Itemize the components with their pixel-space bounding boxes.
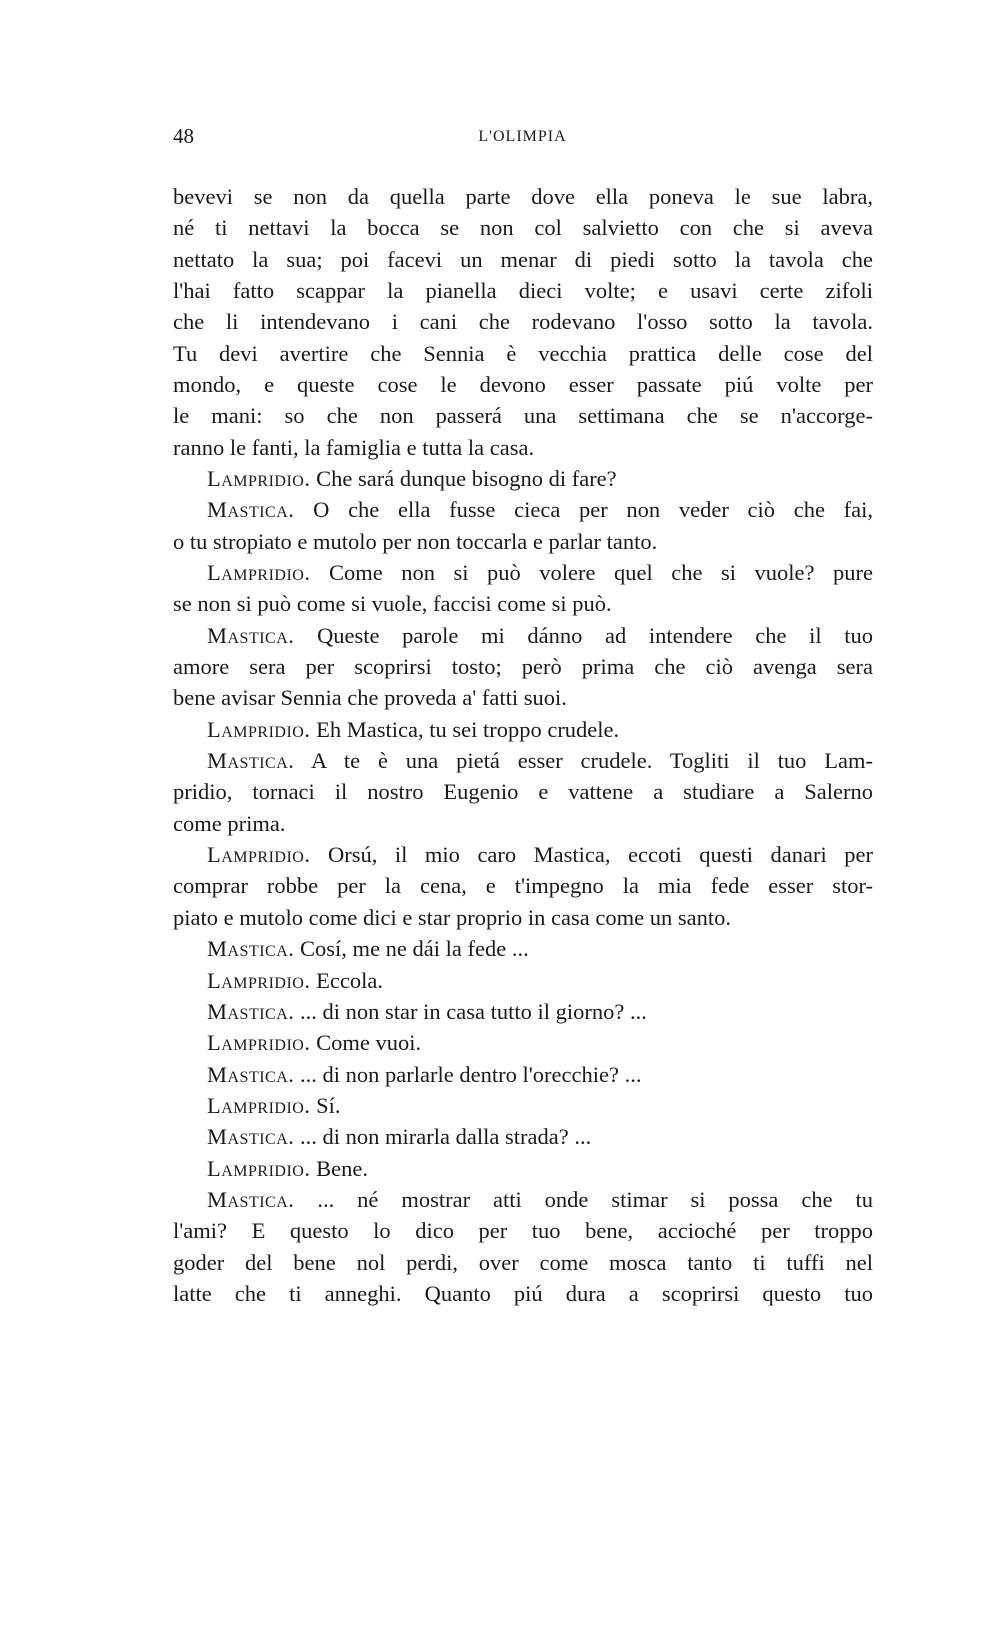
line-content — [207, 840, 873, 870]
speaker-name: Lampridio. — [207, 1092, 311, 1118]
speaker-name: Lampridio. — [207, 716, 311, 742]
line-text: ... di non star in casa tutto il giorno? ... — [300, 998, 647, 1024]
speaker-name: Mastica. — [207, 1124, 295, 1150]
line-content — [173, 683, 873, 713]
line-content — [173, 276, 873, 306]
line-text: A te è una pietá esser crudele. Togliti il tuo Lam- — [311, 748, 873, 774]
line-text: Bene. — [316, 1155, 368, 1181]
line-text: bene avisar Sennia che proveda a' fatti suoi. — [173, 685, 567, 711]
speaker-name: Lampridio. — [207, 1030, 311, 1056]
line-content — [173, 182, 873, 212]
line-text: pridio, tornaci il nostro Eugenio e vattene a studiare a Salerno — [173, 779, 873, 805]
dialogue-line — [173, 1185, 873, 1215]
line-content — [173, 652, 873, 682]
text-line — [173, 777, 873, 807]
line-text: Come vuoi. — [316, 1030, 422, 1056]
line-content — [207, 1185, 873, 1215]
dialogue-line — [173, 997, 873, 1027]
line-content — [207, 558, 873, 588]
dialogue-line — [173, 1091, 873, 1121]
line-content — [173, 433, 873, 463]
text-line — [173, 213, 873, 243]
page-number: 48 — [173, 124, 194, 148]
text-line — [173, 809, 873, 839]
line-text: Cosí, me ne dái la fede ... — [300, 936, 529, 962]
line-text: come prima. — [173, 810, 286, 836]
dialogue-line — [173, 1122, 873, 1152]
line-text: nettato la sua; poi facevi un menar di piedi sotto la tavola che — [173, 246, 873, 272]
dialogue-line — [173, 1028, 873, 1058]
speaker-name: Mastica. — [207, 622, 295, 648]
speaker-name: Lampridio. — [207, 1155, 311, 1181]
dialogue-line — [173, 746, 873, 776]
line-text: bevevi se non da quella parte dove ella poneva le sue labra, — [173, 184, 873, 209]
line-content — [207, 1028, 873, 1058]
line-content — [173, 370, 873, 400]
line-text: l'ami? E questo lo dico per tuo bene, accioché per troppo — [173, 1218, 873, 1244]
line-content — [207, 1122, 873, 1152]
line-content — [173, 589, 873, 619]
line-content — [207, 1091, 873, 1121]
dialogue-line — [173, 966, 873, 996]
speaker-name: Lampridio. — [207, 466, 311, 492]
line-text: Queste parole mi dánno ad intendere che il tuo — [317, 622, 873, 648]
line-text: ... di non mirarla dalla strada? ... — [300, 1124, 592, 1150]
line-text: ranno le fanti, la famiglia e tutta la casa. — [173, 434, 535, 460]
line-content — [173, 903, 873, 933]
text-line — [173, 401, 873, 431]
dialogue-line — [173, 558, 873, 588]
speaker-name: Mastica. — [207, 998, 295, 1024]
line-text: Orsú, il mio caro Mastica, eccoti questi danari per — [328, 842, 873, 868]
line-text: Sí. — [316, 1092, 341, 1118]
text-line — [173, 433, 873, 463]
dialogue-line — [173, 464, 873, 494]
speaker-name: Mastica. — [207, 936, 295, 962]
line-text: se non si può come si vuole, faccisi come si può. — [173, 591, 612, 617]
line-text: O che ella fusse cieca per non veder ciò che fai, — [313, 497, 873, 523]
speaker-name: Mastica. — [207, 748, 295, 774]
line-content — [207, 1060, 873, 1090]
line-content — [207, 495, 873, 525]
speaker-name: Mastica. — [207, 1061, 295, 1087]
text-line — [173, 527, 873, 557]
line-text: Che sará dunque bisogno di fare? — [316, 466, 617, 492]
text-line — [173, 276, 873, 306]
line-text: goder del bene nol perdi, over come mosca tanto ti tuffi nel — [173, 1249, 873, 1275]
text-line — [173, 871, 873, 901]
line-content — [173, 871, 873, 901]
text-line — [173, 589, 873, 619]
line-text: che li intendevano i cani che rodevano l'osso sotto la tavola. — [173, 309, 873, 335]
line-text: Eh Mastica, tu sei troppo crudele. — [316, 716, 620, 742]
dialogue-line — [173, 1060, 873, 1090]
speaker-name: Lampridio. — [207, 842, 311, 868]
text-line — [173, 1248, 873, 1278]
speaker-name: Mastica. — [207, 497, 295, 523]
line-text: piato e mutolo come dici e star proprio in casa come un santo. — [173, 904, 731, 930]
line-text: latte che ti anneghi. Quanto piú dura a scoprirsi questo tuo — [173, 1280, 873, 1306]
line-content — [173, 809, 873, 839]
line-content — [207, 966, 873, 996]
dialogue-line — [173, 840, 873, 870]
line-text: amore sera per scoprirsi tosto; però prima che ciò avenga sera — [173, 654, 873, 680]
line-text: Come non si può volere quel che si vuole? pure — [329, 560, 873, 586]
line-text: ... né mostrar atti onde stimar si possa che tu — [317, 1186, 874, 1212]
line-content — [207, 997, 873, 1027]
line-text: le mani: so che non passerá una settimana che se n'accorge- — [173, 403, 873, 429]
line-content — [173, 245, 873, 275]
dialogue-line — [173, 621, 873, 651]
line-content — [173, 401, 873, 431]
dialogue-line — [173, 934, 873, 964]
line-content — [173, 213, 873, 243]
text-line — [173, 307, 873, 337]
line-content — [173, 339, 873, 369]
line-text: Eccola. — [316, 967, 383, 993]
text-line — [173, 1216, 873, 1246]
dialogue-line — [173, 1154, 873, 1184]
line-text: mondo, e queste cose le devono esser passate piú volte per — [173, 372, 873, 398]
speaker-name: Mastica. — [207, 1186, 295, 1212]
line-content — [207, 621, 873, 651]
text-line — [173, 652, 873, 682]
dialogue-line — [173, 495, 873, 525]
line-content — [173, 1279, 873, 1309]
line-text: Tu devi avertire che Sennia è vecchia prattica delle cose del — [173, 340, 873, 366]
dialogue-line — [173, 715, 873, 745]
text-line — [173, 1279, 873, 1309]
line-content — [207, 464, 873, 494]
line-content — [207, 746, 873, 776]
text-line — [173, 245, 873, 275]
line-content — [207, 934, 873, 964]
text-line — [173, 339, 873, 369]
text-line — [173, 370, 873, 400]
line-content — [173, 777, 873, 807]
line-text: ... di non parlarle dentro l'orecchie? ... — [300, 1061, 642, 1087]
line-content — [173, 1248, 873, 1278]
line-content — [207, 715, 873, 745]
speaker-name: Lampridio. — [207, 967, 311, 993]
line-content — [173, 527, 873, 557]
line-text: né ti nettavi la bocca se non col salvietto con che si aveva — [173, 215, 873, 241]
text-line — [173, 683, 873, 713]
line-text: l'hai fatto scappar la pianella dieci volte; e usavi certe zifoli — [173, 278, 873, 304]
line-content — [173, 307, 873, 337]
line-text: comprar robbe per la cena, e t'impegno la mia fede esser stor- — [173, 873, 873, 899]
running-title: L'OLIMPIA — [478, 128, 567, 145]
line-content — [173, 1216, 873, 1246]
line-text: o tu stropiato e mutolo per non toccarla e parlar tanto. — [173, 528, 658, 554]
speaker-name: Lampridio. — [207, 560, 311, 586]
text-line — [173, 903, 873, 933]
text-line — [173, 182, 873, 212]
line-content — [207, 1154, 873, 1184]
